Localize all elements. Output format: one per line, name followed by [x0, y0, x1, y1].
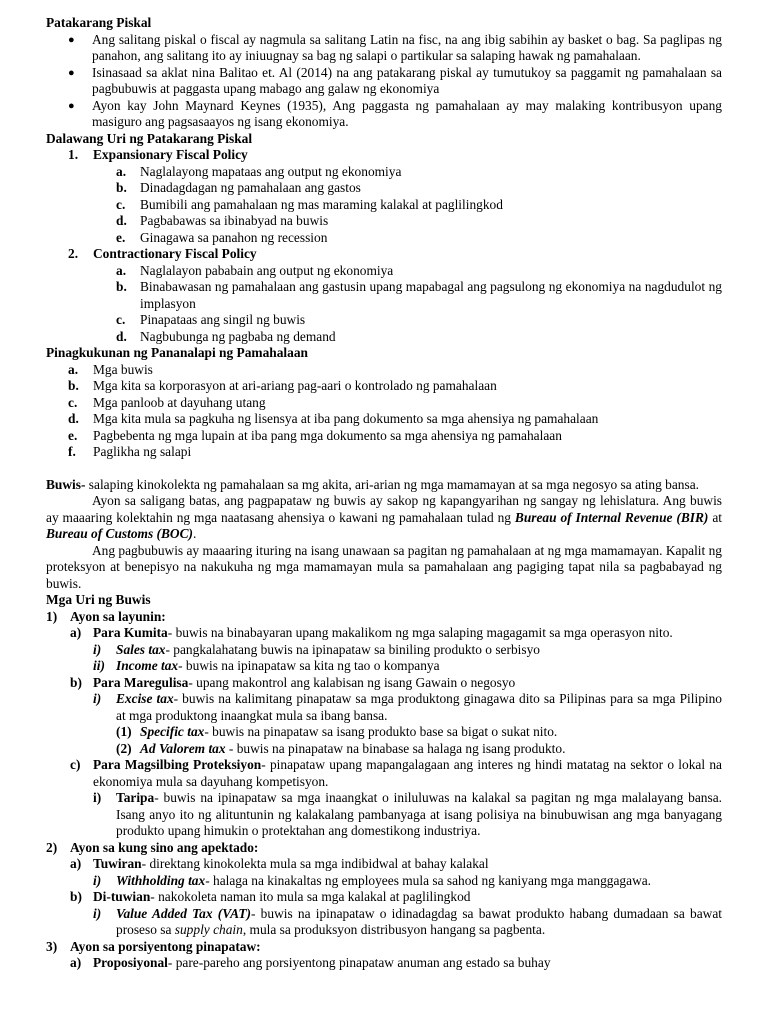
list-item — [46, 724, 722, 741]
list-marker: b) — [70, 674, 82, 690]
list-text — [116, 691, 722, 724]
list-marker: a. — [68, 361, 79, 377]
list-text — [116, 658, 722, 675]
bullet-text: Ang salitang piskal o fiscal ay nagmula sa salitang Latin na fisc, na ang ibig sabihin ay basket o bag. Sa paglipas ng panahon, ang salitang ito ay iniuugnay sa bag ng salapi o partikular sa salaping hawak ng pamahalaan. — [92, 31, 722, 63]
list-marker: ii) — [93, 658, 105, 673]
list-item — [46, 873, 722, 890]
list-item — [46, 856, 722, 873]
list-text: Mga panloob at dayuhang utang — [93, 394, 266, 410]
list-marker: c. — [116, 196, 126, 212]
list-item — [46, 658, 722, 675]
tax-description: - direktang kinokolekta mula sa mga indibidwal at bahay kalakal — [141, 856, 489, 871]
tax-name: Value Added Tax (VAT) — [116, 905, 251, 921]
list-text — [93, 757, 722, 790]
list-text: Nagbubunga ng pagbaba ng demand — [140, 328, 336, 344]
list-marker: i) — [93, 790, 102, 805]
tax-name: Para Magsilbing Proteksiyon — [93, 757, 262, 772]
tax-name: Sales tax — [116, 641, 166, 657]
list-marker: i) — [93, 691, 102, 706]
tax-description: - buwis na kalimitang pinapataw sa mga produktong ginagawa dito sa Pilipinas para sa mga Pilipino at mga produktong inaangkat mula sa ibang bansa. — [116, 691, 722, 723]
tax-name: Ad Valorem tax — [140, 740, 226, 756]
list-item — [46, 378, 722, 395]
list-marker: a) — [70, 625, 82, 640]
list-text — [116, 873, 722, 890]
list-text: Mga kita sa korporasyon at ari-ariang pag-aari o kontrolado ng pamahalaan — [93, 378, 497, 393]
boc-name: Bureau of Customs (BOC) — [46, 526, 193, 541]
tax-group-heading — [46, 609, 722, 626]
tax-name: Para Maregulisa — [93, 674, 189, 690]
list-marker: b) — [70, 889, 82, 904]
list-text — [116, 790, 722, 840]
list-item — [46, 263, 722, 280]
list-item — [46, 889, 722, 906]
tax-name: Withholding tax — [116, 872, 206, 888]
blank-line — [46, 461, 722, 477]
list-marker: (1) — [116, 724, 132, 739]
list-item — [46, 213, 722, 230]
paragraph-text: . — [192, 526, 197, 541]
list-marker: b. — [116, 279, 127, 294]
list-marker: b. — [116, 180, 127, 195]
list-item — [46, 675, 722, 692]
list-item — [46, 362, 722, 379]
list-marker: 3) — [46, 938, 58, 954]
list-marker: e. — [68, 427, 78, 443]
bullet-icon: ● — [68, 66, 75, 79]
list-text: Pinapataas ang singil ng buwis — [140, 312, 306, 327]
tax-description: - nakokoleta naman ito mula sa mga kalakal at paglilingkod — [150, 889, 471, 904]
list-item — [46, 329, 722, 346]
list-item — [46, 312, 722, 329]
list-text: Pagbebenta ng mga lupain at iba pang mga dokumento sa mga ahensiya ng pamahalaan — [93, 427, 562, 443]
tax-description: , mula sa produksyon distribusyon hangang sa pagbenta. — [242, 922, 546, 937]
tax-description: - pare-pareho ang porsiyentong pinapataw anuman ang estado sa buhay — [167, 955, 551, 970]
list-item — [46, 65, 722, 98]
list-marker: d. — [68, 411, 79, 426]
policy-type-heading — [46, 147, 722, 164]
list-text — [93, 856, 722, 873]
list-text: Ginagawa sa panahon ng recession — [140, 229, 328, 245]
section-title-dalawang-uri: Dalawang Uri ng Patakarang Piskal — [46, 130, 253, 146]
section-title-pinagkukunan: Pinagkukunan ng Pananalapi ng Pamahalaan — [46, 345, 308, 360]
section-title-patakarang-piskal: Patakarang Piskal — [46, 15, 152, 30]
bullet-icon: ● — [68, 99, 75, 112]
tax-name: Proposiyonal — [93, 955, 168, 970]
list-marker: c) — [70, 757, 81, 772]
tax-description: - pangkalahatang buwis na ipinapataw sa biniling produkto o serbisyo — [165, 641, 540, 657]
tax-description: - buwis na ipinapataw sa kita ng tao o kompanya — [178, 658, 440, 673]
list-text: Pagbabawas sa ibinabyad na buwis — [140, 213, 329, 228]
list-marker: 2) — [46, 839, 58, 855]
list-text — [140, 741, 722, 758]
policy-type-name: Expansionary Fiscal Policy — [93, 147, 248, 162]
bullet-text: Isinasaad sa aklat nina Balitao et. Al (2014) na ang patakarang piskal ay tumutukoy sa paggamit ng pamahalaan sa pagbubuwis at paggasta upang mabago ang galaw ng ekonomiya — [92, 64, 722, 96]
list-marker: i) — [93, 872, 102, 888]
list-text — [93, 955, 722, 972]
list-text: Binabawasan ng pamahalaan ang gastusin upang mapabagal ang pagsulong ng ekonomiya na nagdudulot ng implasyon — [140, 279, 722, 311]
list-item — [46, 230, 722, 247]
list-marker: i) — [93, 905, 102, 921]
list-marker: c. — [68, 394, 78, 410]
document-page — [46, 15, 722, 972]
policy-type-heading — [46, 246, 722, 263]
group-title: Ayon sa kung sino ang apektado: — [70, 839, 259, 855]
list-item — [46, 32, 722, 65]
list-text — [116, 906, 722, 939]
list-item — [46, 906, 722, 939]
list-marker: f. — [68, 444, 76, 459]
list-marker: d. — [116, 213, 127, 228]
list-marker: (2) — [116, 740, 132, 756]
buwis-term: Buwis- — [46, 476, 86, 492]
tax-name: Para Kumita — [93, 625, 168, 640]
list-item — [46, 757, 722, 790]
tax-name: Income tax — [116, 658, 179, 673]
list-number: 1. — [68, 147, 79, 162]
paragraph-text: Ayon sa saligang batas, ang pagpapataw ng buwis ay sakop ng kapangyarihan ng sangay ng lehislatura. Ang buwis ay maaaring kolektahin ng mga naatasang ahensiya o kawani ng pamahalaan tulad ng — [46, 493, 722, 525]
list-text: Naglalayon pababain ang output ng ekonomiya — [140, 262, 394, 278]
list-text — [93, 675, 722, 692]
list-marker: d. — [116, 328, 127, 344]
list-text — [116, 642, 722, 659]
list-marker: e. — [116, 229, 126, 245]
list-marker: b. — [68, 378, 79, 393]
list-marker: a) — [70, 955, 82, 970]
list-text: Bumibili ang pamahalaan ng mas maraming kalakal at paglilingkod — [140, 196, 503, 212]
policy-type-name: Contractionary Fiscal Policy — [93, 246, 257, 261]
tax-name: Tuwiran — [93, 856, 142, 871]
list-marker: a. — [116, 262, 127, 278]
list-marker: a. — [116, 163, 127, 179]
tax-name: Specific tax — [140, 724, 205, 739]
supply-chain-term: supply chain — [174, 922, 243, 937]
list-item — [46, 98, 722, 131]
buwis-definition — [46, 477, 722, 494]
list-item — [46, 691, 722, 724]
list-text: Dinadagdagan ng pamahalaan ang gastos — [140, 180, 361, 195]
group-title: Ayon sa layunin: — [70, 608, 166, 624]
section-title-mga-uri-ng-buwis: Mga Uri ng Buwis — [46, 592, 151, 607]
list-text: Paglikha ng salapi — [93, 444, 192, 459]
list-marker: i) — [93, 641, 102, 657]
tax-name: Taripa — [116, 790, 155, 805]
tax-name: Excise tax — [116, 691, 174, 706]
tax-description: - buwis na ipinapataw o idinadagdag sa bawat produkto habang dumadaan sa bawat proseso sa — [116, 905, 723, 937]
list-text: Mga kita mula sa pagkuha ng lisensya at iba pang dokumento sa mga ahensiya ng pamahalaan — [93, 411, 599, 426]
list-item — [46, 395, 722, 412]
bullet-text: Ayon kay John Maynard Keynes (1935), Ang paggasta ng pamahalaan ay may malaking kontribusyon upang masiguro ang pagsasaayos ng isang ekonomiya. — [92, 97, 722, 129]
list-number: 2. — [68, 246, 79, 261]
list-item — [46, 625, 722, 642]
bullet-list — [46, 32, 722, 131]
tax-name: Di-tuwian — [93, 889, 151, 904]
bullet-icon: ● — [68, 33, 75, 46]
list-item — [46, 428, 722, 445]
list-item — [46, 164, 722, 181]
list-item — [46, 411, 722, 428]
tax-description: - buwis na pinapataw sa isang produkto base sa bigat o sukat nito. — [204, 724, 558, 739]
list-marker: c. — [116, 312, 126, 327]
list-marker: 1) — [46, 608, 58, 624]
list-text: Naglalayong mapataas ang output ng ekonomiya — [140, 163, 402, 179]
tax-description: - buwis na binabayaran upang makalikom ng mga salaping magagamit sa mga operasyon nito. — [167, 625, 673, 640]
list-item — [46, 180, 722, 197]
tax-description: - halaga na kinakaltas ng employees mula sa sahod ng kaniyang mga manggagawa. — [205, 872, 652, 888]
tax-description: - buwis na ipinapataw sa mga inaangkat o iniluluwas na kalakal sa pagitan ng mga malalayang bansa. Isang anyo ito ng alituntunin ng kalakalang pambanyaga at isang polisiya na binubuwisan ang mga banyagang produkto upang himukin o protektahan ang domestikong industriya. — [116, 790, 722, 838]
list-item — [46, 444, 722, 461]
list-item — [46, 642, 722, 659]
buwis-definition-text: salaping kinokolekta ng pamahalaan sa mg akita, ari-arian ng mga mamamayan at sa mga negosyo sa ating bansa. — [85, 476, 699, 492]
list-item — [46, 790, 722, 840]
paragraph-pagbubuwis: Ang pagbubuwis ay maaaring ituring na isang unawaan sa pagitan ng pamahalaan at ng mga mamamayan. Kapalit ng proteksyon at benepisyo na nakukuha ng mga mamamayan mula sa pamahalaan ang pagiging tapat nila sa pagbabayad ng buwis. — [46, 542, 722, 591]
paragraph-saligang-batas — [46, 493, 722, 543]
bir-name: Bureau of Internal Revenue (BIR) — [514, 509, 709, 525]
group-title: Ayon sa porsiyentong pinapataw: — [70, 938, 261, 954]
tax-description: - buwis na pinapataw na binabase sa halaga ng isang produkto. — [225, 740, 566, 756]
list-item — [46, 279, 722, 312]
tax-group-heading — [46, 939, 722, 956]
tax-group-heading — [46, 840, 722, 857]
list-item — [46, 955, 722, 972]
list-text — [93, 889, 722, 906]
list-item — [46, 741, 722, 758]
paragraph-text: at — [708, 509, 722, 525]
list-item — [46, 197, 722, 214]
list-text — [140, 724, 722, 741]
list-text: Mga buwis — [93, 361, 153, 377]
tax-description: - upang makontrol ang kalabisan ng isang Gawain o negosyo — [188, 674, 516, 690]
list-marker: a) — [70, 856, 82, 871]
list-text — [93, 625, 722, 642]
tax-description: - pinapataw upang mapangalagaan ang interes ng hindi matatag na sektor o lokal na ekonomiya mula sa dayuhang kompetisyon. — [93, 757, 722, 789]
